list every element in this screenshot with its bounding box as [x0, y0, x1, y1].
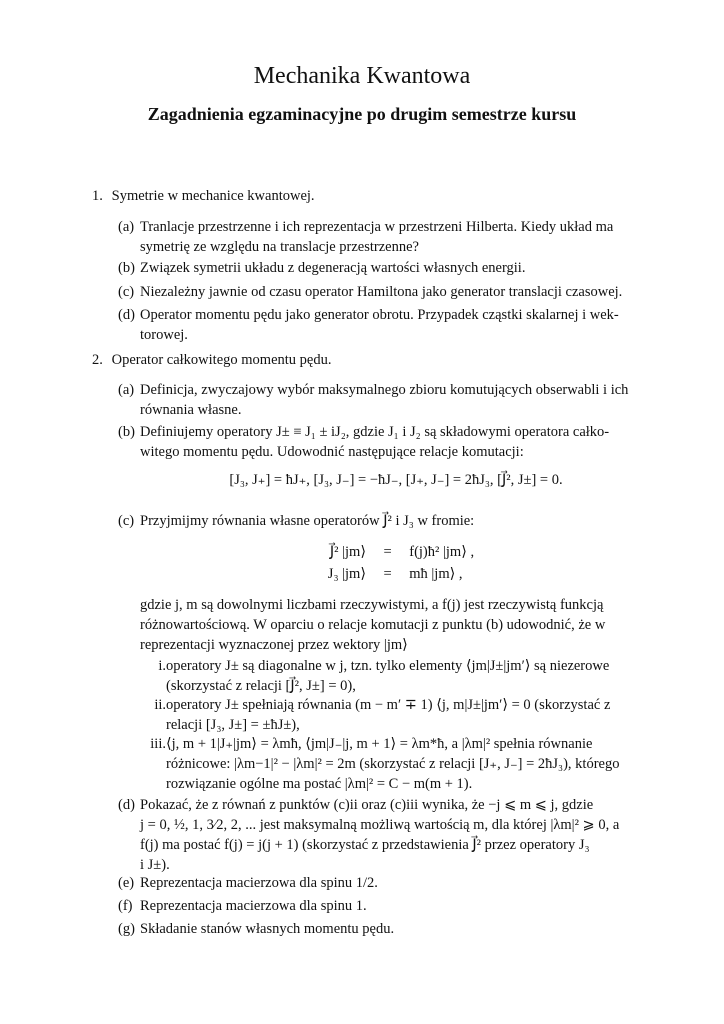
item-line: Składanie stanów własnych momentu pędu. [140, 921, 395, 937]
item-line: Przyjmijmy równania własne operatorów J⃗² i J₃ w fromie: [140, 513, 475, 529]
item-label: (a) [118, 219, 135, 235]
paragraph-line: reprezentacji wyznaczonej przez wektory |jm⟩ [140, 637, 408, 653]
subitem-line: (skorzystać z relacji [J⃗², J±] = 0), [166, 678, 356, 694]
subitem-label: i. [158, 658, 166, 674]
equation-operator: = [383, 544, 392, 560]
subitem-line: operatory J± spełniają równania (m − m′ ∓ 1) ⟨j, m|J±|jm′⟩ = 0 (skorzystać z [166, 697, 611, 713]
section-title: Symetrie w mechanice kwantowej. [111, 188, 315, 204]
eigen-equation-1 [300, 542, 560, 562]
item-line: Definiujemy operatory J± ≡ J₁ ± iJ₂, gdzie J₁ i J₂ są składowymi operatora całko- [140, 424, 610, 440]
item-label: (a) [118, 382, 135, 398]
commutation-equation: [J₃, J₊] = ħJ₊, [J₃, J₋] = −ħJ₋, [J₊, J₋] = 2ħJ₃, [J⃗², J±] = 0. [229, 472, 563, 488]
subitem-label: iii. [150, 736, 166, 752]
subitem-line: relacji [J₃, J±] = ±ħJ±), [166, 717, 300, 733]
subitem-line: rozwiązanie ogólne ma postać |λm|² = C − m(m + 1). [166, 776, 473, 792]
paragraph-line: gdzie j, m są dowolnymi liczbami rzeczywistymi, a f(j) jest rzeczywistą funkcją [140, 597, 604, 613]
item-line: witego momentu pędu. Udowodnić następujące relacje komutacji: [140, 444, 524, 460]
subitem-label: ii. [154, 697, 166, 713]
section-2-heading [92, 350, 652, 370]
section-title: Operator całkowitego momentu pędu. [111, 352, 332, 368]
item-line: symetrię ze względu na translacje przestrzenne? [140, 239, 419, 255]
item-line: torowej. [140, 327, 188, 343]
item-line: Tranlacje przestrzenne i ich reprezentacja w przestrzeni Hilberta. Kiedy układ ma [140, 219, 614, 235]
document-subtitle: Zagadnienia egzaminacyjne po drugim semestrze kursu [147, 104, 577, 124]
item-line: Definicja, zwyczajowy wybór maksymalnego zbioru komutujących obserwabli i ich [140, 382, 629, 398]
item-line: i J±). [140, 857, 170, 873]
equation-operator: = [383, 566, 392, 582]
subitem-line: operatory J± są diagonalne w j, tzn. tylko elementy ⟨jm|J±|jm′⟩ są niezerowe [166, 658, 610, 674]
section-1-heading [92, 186, 652, 206]
item-line: Reprezentacja macierzowa dla spinu 1. [140, 898, 367, 914]
item-2c-paragraph [140, 595, 652, 655]
item-line: równania własne. [140, 402, 242, 418]
item-line: j = 0, ½, 1, 3⁄2, 2, ... jest maksymalną możliwą wartością m, dla której |λm|² ⩾ 0, a [140, 817, 620, 833]
item-line: Pokazać, że z równań z punktów (c)ii oraz (c)iii wynika, że −j ⩽ m ⩽ j, gdzie [140, 797, 594, 813]
item-label: (c) [118, 284, 135, 300]
item-label: (d) [118, 307, 135, 323]
subitem-line: ⟨j, m + 1|J₊|jm⟩ = λmħ, ⟨jm|J₋|j, m + 1⟩ = λm*ħ, a |λm|² spełnia równanie [166, 736, 593, 752]
paragraph-line: różnowartościową. W oparciu o relacje komutacji z punktu (b) udowodnić, że w [140, 617, 606, 633]
equation-rhs: mħ |jm⟩ , [409, 566, 463, 582]
equation-rhs: f(j)ħ² |jm⟩ , [409, 544, 475, 560]
section-number: 1. [92, 188, 103, 204]
item-line: f(j) ma postać f(j) = j(j + 1) (skorzystać z przedstawienia J⃗² przez operatory J₃ [140, 837, 590, 853]
item-label: (e) [118, 875, 135, 891]
equation-lhs: J⃗² |jm⟩ [329, 544, 366, 560]
document-title: Mechanika Kwantowa [253, 63, 471, 89]
section-number: 2. [92, 352, 103, 368]
eigen-equation-2 [300, 564, 560, 584]
item-line: Reprezentacja macierzowa dla spinu 1/2. [140, 875, 378, 891]
item-label: (g) [118, 921, 135, 937]
item-label: (b) [118, 424, 135, 440]
item-line: Niezależny jawnie od czasu operator Hamiltona jako generator translacji czasowej. [140, 284, 623, 300]
item-label: (d) [118, 797, 135, 813]
item-label: (f) [118, 898, 133, 914]
item-label: (c) [118, 513, 135, 529]
item-label: (b) [118, 260, 135, 276]
item-line: Operator momentu pędu jako generator obrotu. Przypadek cząstki skalarnej i wek- [140, 307, 619, 323]
equation-lhs: J₃ |jm⟩ [327, 566, 366, 582]
item-line: Związek symetrii układu z degeneracją wartości własnych energii. [140, 260, 526, 276]
subitem-line: różnicowe: |λm−1|² − |λm|² = 2m (skorzystać z relacji [J₊, J₋] = 2ħJ₃), którego [166, 756, 620, 772]
